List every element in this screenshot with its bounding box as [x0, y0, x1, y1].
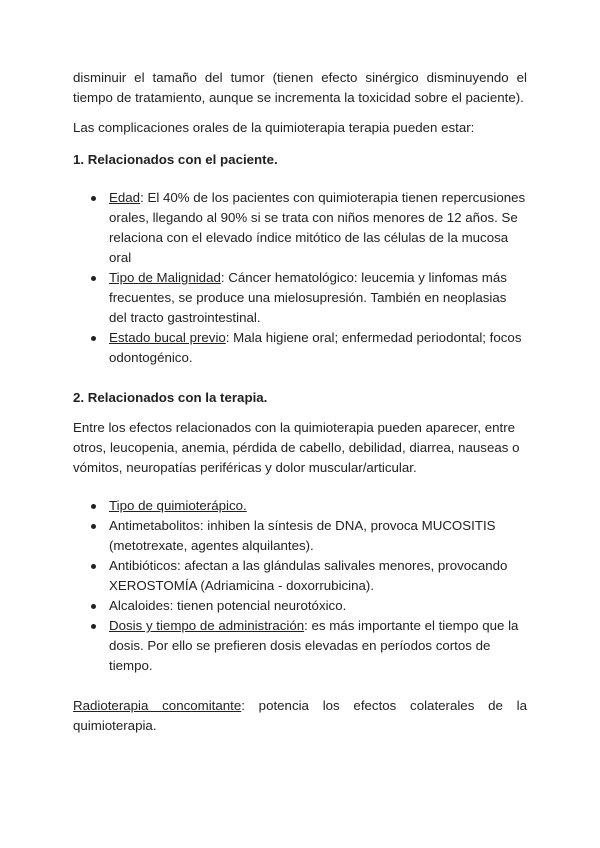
heading-paciente: 1. Relacionados con el paciente.	[73, 152, 278, 167]
list-item	[73, 616, 527, 676]
list-item-text: Antimetabolitos: inhiben la síntesis de DNA, provoca MUCOSITIS (metotrexate, agentes alquilantes).	[109, 518, 496, 553]
list-item-term: Tipo de quimioterápico.	[109, 498, 247, 513]
list-item	[73, 328, 527, 368]
list-item	[73, 188, 527, 268]
list-item-text: Alcaloides: tienen potencial neurotóxico.	[109, 598, 347, 613]
list-item	[73, 268, 527, 328]
list-item-term: Edad	[109, 190, 141, 205]
list-item-text: : Mala higiene oral; enfermedad periodontal; focos odontogénico.	[109, 330, 522, 365]
list-item-term: Tipo de Malignidad	[109, 270, 221, 285]
list-item-term: Dosis y tiempo de administración	[109, 618, 305, 633]
paragraph-efectos: Entre los efectos relacionados con la quimioterapia pueden aparecer, entre otros, leucopenia, anemia, pérdida de cabello, debilidad, diarrea, nauseas o vómitos, neuropatías periféricas y dolor muscular/articular.	[73, 420, 520, 475]
radioterapia-text: : potencia los efectos colaterales de la quimioterapia.	[73, 698, 527, 733]
list-item-term: Estado bucal previo	[109, 330, 226, 345]
heading-terapia: 2. Relacionados con la terapia.	[73, 390, 268, 405]
list-terapia	[73, 496, 527, 676]
radioterapia-term: Radioterapia concomitante	[73, 698, 242, 713]
paragraph-radioterapia	[73, 696, 527, 736]
list-item	[73, 516, 527, 556]
list-item	[73, 556, 527, 596]
list-item-text: : Cáncer hematológico: leucemia y linfomas más frecuentes, se produce una mielosupresión. También en neoplasias del tracto gastrointestinal.	[109, 270, 507, 325]
document-body	[73, 68, 527, 736]
list-paciente	[73, 188, 527, 368]
list-item-text: : El 40% de los pacientes con quimioterapia tienen repercusiones orales, llegando al 90% si se trata con niños menores de 12 años. Se relaciona con el elevado índice mitótico de las células de la mucosa oral	[109, 190, 526, 265]
paragraph-complicaciones: Las complicaciones orales de la quimioterapia terapia pueden estar:	[73, 120, 475, 135]
paragraph-tumor: disminuir el tamaño del tumor (tienen efecto sinérgico disminuyendo el tiempo de tratamiento, aunque se incrementa la toxicidad sobre el paciente).	[73, 70, 527, 105]
list-item	[73, 496, 527, 516]
list-item	[73, 596, 527, 616]
list-item-text: : es más importante el tiempo que la dosis. Por ello se prefieren dosis elevadas en períodos cortos de tiempo.	[109, 618, 519, 673]
list-item-text: Antibióticos: afectan a las glándulas salivales menores, provocando XEROSTOMÍA (Adriamicina - doxorrubicina).	[109, 558, 508, 593]
